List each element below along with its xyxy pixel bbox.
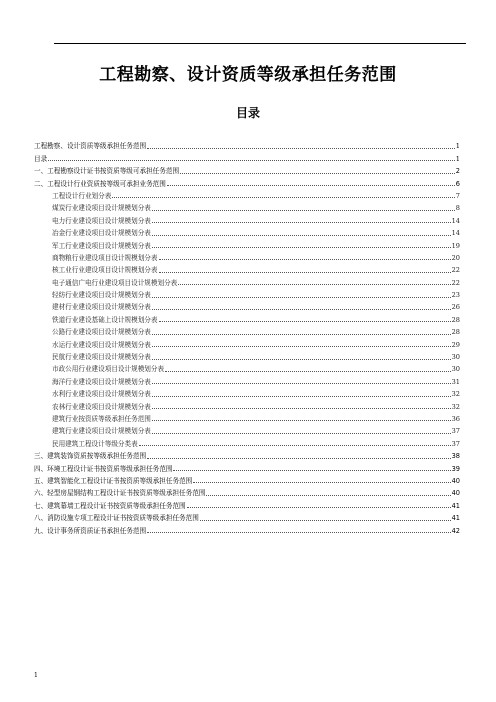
toc-leader-dots — [206, 495, 450, 496]
toc-entry[interactable] — [34, 163, 460, 175]
toc-entry[interactable] — [34, 138, 460, 150]
toc-leader-dots — [152, 420, 451, 421]
toc-entry[interactable] — [34, 336, 460, 348]
toc-entry-label: 四、环境工程设计证书按资质等级承担任务范围 — [34, 464, 173, 473]
toc-entry-label: 五、建筑智能化工程设计证书按资质等级承担任务范围 — [34, 476, 193, 485]
toc-leader-dots — [152, 346, 451, 347]
toc-entry-label: 八、消防设施专项工程设计证书按资质等级承担任务范围 — [34, 514, 199, 523]
toc-leader-dots — [152, 396, 451, 397]
toc-leader-dots — [152, 247, 451, 248]
header-rule — [54, 43, 466, 44]
toc-entry-label: 公路行业建设项目设计规模划分表 — [52, 328, 151, 337]
toc-entry-page: 2 — [455, 167, 460, 176]
toc-entry-page: 32 — [451, 390, 460, 399]
toc-leader-dots — [139, 445, 451, 446]
toc-entry-page: 41 — [451, 501, 460, 510]
toc-entry-label: 民用建筑工程设计等级分类表 — [52, 439, 138, 448]
toc-entry-label: 工程设计行业划分表 — [52, 191, 112, 200]
toc-entry-label: 轻纺行业建设项目设计规模划分表 — [52, 291, 151, 300]
toc-entry[interactable] — [34, 510, 460, 522]
toc-entry-page: 40 — [451, 489, 460, 498]
toc-entry[interactable] — [34, 200, 460, 212]
toc-entry-label: 民航行业建设项目设计规模划分表 — [52, 353, 151, 362]
toc-entry-label: 工程勘察、设计资质等级承担任务范围 — [34, 142, 147, 151]
toc-entry-label: 商物粮行业建设项目设计规模划分表 — [52, 253, 158, 262]
toc-entry-label: 铁道行业建设基础上设计规模划分表 — [52, 315, 158, 324]
toc-entry-label: 水利行业建设项目设计规模划分表 — [52, 390, 151, 399]
toc-entry-label: 六、轻型房屋钢结构工程设计证书按资质等级承担任务范围 — [34, 489, 206, 498]
toc-entry-label: 建材行业建设项目设计规模划分表 — [52, 303, 151, 312]
toc-entry-label: 农林行业建设项目设计规模划分表 — [52, 402, 151, 411]
toc-entry-page: 38 — [451, 452, 460, 461]
toc-entry[interactable] — [34, 262, 460, 274]
toc-entry[interactable] — [34, 473, 460, 485]
toc-leader-dots — [112, 197, 454, 198]
toc-entry-label: 九、设计事务所资质证书承担任务范围 — [34, 526, 147, 535]
toc-entry-label: 三、建筑装饰资质按等级承担任务范围 — [34, 452, 147, 461]
toc-entry-page: 23 — [451, 291, 460, 300]
toc-entry-page: 37 — [451, 439, 460, 448]
toc-entry[interactable] — [34, 448, 460, 460]
toc-leader-dots — [152, 309, 451, 310]
toc-entry[interactable] — [34, 274, 460, 286]
toc-leader-dots — [152, 359, 451, 360]
toc-entry-label: 七、建筑幕墙工程设计证书按资质等级承担任务范围 — [34, 501, 186, 510]
table-of-contents — [34, 138, 460, 535]
toc-entry-page: 40 — [451, 476, 460, 485]
toc-entry-label: 二、工程设计行业资质按等级可承担业务范围 — [34, 179, 166, 188]
toc-entry[interactable] — [34, 237, 460, 249]
toc-leader-dots — [159, 321, 451, 322]
toc-leader-dots — [152, 433, 451, 434]
toc-entry[interactable] — [34, 212, 460, 224]
toc-heading: 目录 — [235, 106, 260, 120]
toc-entry-page: 8 — [455, 204, 460, 213]
toc-entry[interactable] — [34, 324, 460, 336]
toc-leader-dots — [147, 458, 451, 459]
toc-leader-dots — [152, 383, 451, 384]
toc-leader-dots — [152, 297, 451, 298]
toc-leader-dots — [48, 160, 455, 161]
toc-leader-dots — [152, 210, 455, 211]
toc-entry-label: 目录 — [34, 154, 48, 163]
toc-entry-page: 29 — [451, 340, 460, 349]
toc-entry-page: 31 — [451, 377, 460, 386]
toc-entry-page: 28 — [451, 315, 460, 324]
toc-leader-dots — [173, 470, 450, 471]
toc-entry[interactable] — [34, 373, 460, 385]
toc-entry-label: 煤炭行业建设项目设计规模划分表 — [52, 204, 151, 213]
document-title: 工程勘察、设计资质等级承担任务范围 — [99, 65, 397, 85]
toc-entry[interactable] — [34, 497, 460, 509]
toc-leader-dots — [165, 371, 451, 372]
toc-leader-dots — [159, 272, 451, 273]
toc-entry[interactable] — [34, 188, 460, 200]
toc-entry-page: 14 — [451, 229, 460, 238]
toc-entry-page: 37 — [451, 427, 460, 436]
toc-entry[interactable] — [34, 150, 460, 162]
toc-entry[interactable] — [34, 485, 460, 497]
toc-entry-page: 22 — [451, 278, 460, 287]
toc-leader-dots — [178, 284, 450, 285]
toc-leader-dots — [180, 173, 455, 174]
toc-entry-page: 39 — [451, 464, 460, 473]
toc-entry-page: 42 — [451, 526, 460, 535]
toc-entry-label: 电子通信广电行业建设项目设计规模划分表 — [52, 278, 178, 287]
toc-entry-label: 冶金行业建设项目设计规模划分表 — [52, 229, 151, 238]
toc-leader-dots — [152, 235, 451, 236]
toc-entry-page: 22 — [451, 266, 460, 275]
toc-entry-page: 7 — [455, 191, 460, 200]
toc-entry[interactable] — [34, 250, 460, 262]
toc-entry-page: 1 — [455, 154, 460, 163]
toc-leader-dots — [152, 334, 451, 335]
toc-leader-dots — [187, 507, 451, 508]
toc-entry[interactable] — [34, 225, 460, 237]
toc-entry-page: 36 — [451, 414, 460, 423]
toc-leader-dots — [152, 408, 451, 409]
toc-entry-page: 30 — [451, 353, 460, 362]
toc-entry[interactable] — [34, 175, 460, 187]
toc-entry-page: 19 — [451, 241, 460, 250]
toc-entry[interactable] — [34, 435, 460, 447]
toc-entry-label: 市政公用行业建设项目设计规模划分表 — [52, 365, 165, 374]
toc-entry-label: 一、工程勘察设计证书按资质等级可承担任务范围 — [34, 167, 180, 176]
toc-entry[interactable] — [34, 411, 460, 423]
toc-entry-page: 30 — [451, 365, 460, 374]
toc-entry[interactable] — [34, 349, 460, 361]
toc-entry[interactable] — [34, 398, 460, 410]
toc-entry-label: 建筑行业按资质等级承担任务范围 — [52, 414, 151, 423]
toc-leader-dots — [193, 482, 450, 483]
toc-entry[interactable] — [34, 522, 460, 534]
toc-leader-dots — [200, 520, 451, 521]
toc-entry-label: 建筑行业建设项目设计规模划分表 — [52, 427, 151, 436]
toc-leader-dots — [159, 259, 451, 260]
toc-entry[interactable] — [34, 386, 460, 398]
toc-leader-dots — [147, 532, 451, 533]
toc-entry-page: 1 — [455, 142, 460, 151]
toc-entry-page: 14 — [451, 216, 460, 225]
page-number: 1 — [34, 672, 38, 679]
toc-entry-page: 20 — [451, 253, 460, 262]
toc-entry[interactable] — [34, 361, 460, 373]
toc-entry[interactable] — [34, 287, 460, 299]
toc-entry-page: 6 — [455, 179, 460, 188]
toc-entry-page: 32 — [451, 402, 460, 411]
toc-entry-label: 水运行业建设项目设计规模划分表 — [52, 340, 151, 349]
toc-entry-page: 26 — [451, 303, 460, 312]
toc-entry-label: 军工行业建设项目设计规模划分表 — [52, 241, 151, 250]
toc-leader-dots — [147, 148, 455, 149]
toc-entry[interactable] — [34, 460, 460, 472]
toc-entry-label: 核工业行业建设项目设计规模划分表 — [52, 266, 158, 275]
toc-leader-dots — [167, 185, 455, 186]
toc-entry-label: 电力行业建设项目设计规模划分表 — [52, 216, 151, 225]
toc-leader-dots — [152, 222, 451, 223]
toc-entry[interactable] — [34, 423, 460, 435]
toc-entry[interactable] — [34, 311, 460, 323]
toc-entry-page: 41 — [451, 514, 460, 523]
toc-entry[interactable] — [34, 299, 460, 311]
toc-entry-label: 海洋行业建设项目设计规模划分表 — [52, 377, 151, 386]
toc-entry-page: 28 — [451, 328, 460, 337]
